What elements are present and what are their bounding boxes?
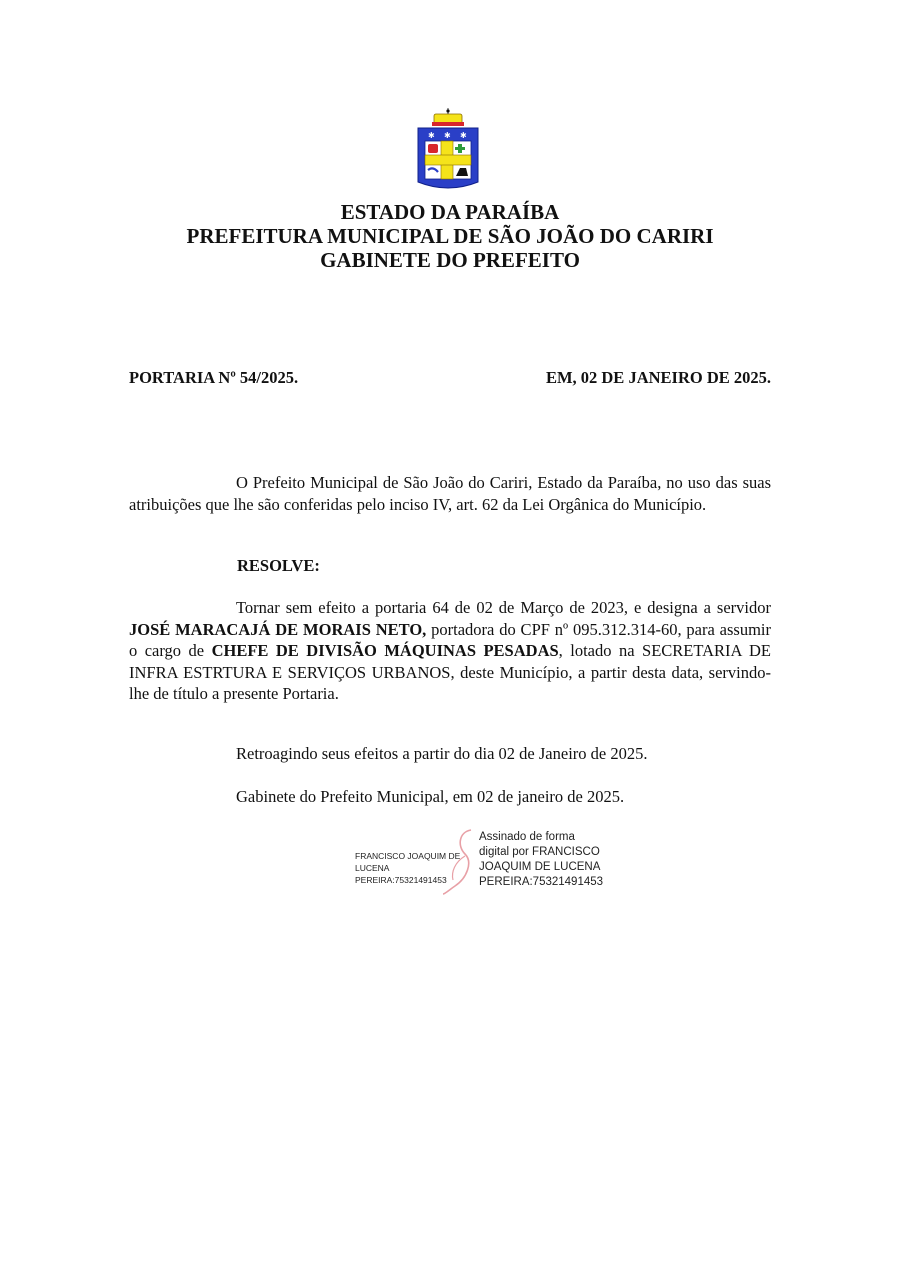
intro-paragraph: O Prefeito Municipal de São João do Cariri, Estado da Paraíba, no uso das suas atribuições que lhe são conferidas pelo inciso IV, art. 62 da Lei Orgânica do Município. (129, 473, 771, 514)
signature-mark-icon (441, 828, 481, 896)
retroactive-clause: Retroagindo seus efeitos a partir do dia 02 de Janeiro de 2025. (236, 744, 648, 763)
svg-text:✱: ✱ (428, 131, 435, 140)
position-title: CHEFE DE DIVISÃO MÁQUINAS PESADAS (211, 641, 559, 660)
signature-line-2: digital por FRANCISCO (479, 846, 600, 858)
signature-line-4: PEREIRA:75321491453 (479, 876, 604, 888)
digital-signature (355, 828, 615, 898)
svg-text:✱: ✱ (460, 131, 467, 140)
portaria-reference (129, 368, 771, 388)
office-name: GABINETE DO PREFEITO (320, 248, 580, 272)
resolve-heading: RESOLVE: (237, 556, 320, 575)
resolution-text-1: Tornar sem efeito a portaria 64 de 02 de Março de 2023, e designa a servidor (236, 598, 771, 617)
portaria-date: EM, 02 DE JANEIRO DE 2025. (545, 368, 771, 387)
closing-line: Gabinete do Prefeito Municipal, em 02 de janeiro de 2025. (236, 787, 625, 806)
document-header (0, 200, 900, 272)
servant-name: JOSÉ MARACAJÁ DE MORAIS NETO, (129, 619, 427, 639)
state-name: ESTADO DA PARAÍBA (340, 200, 560, 224)
signer-line-1: FRANCISCO JOAQUIM DE (355, 851, 461, 861)
resolution-text-3: , lotado na SECRETARIA DE INFRA ESTRTURA E SERVIÇOS URBANOS, deste Município, a partir desta data, servindo-lhe de título a presente Portaria. (129, 641, 772, 703)
signature-line-1: Assinado de forma (479, 831, 575, 843)
resolution-paragraph (129, 597, 771, 705)
portaria-number: PORTARIA Nº 54/2025. (129, 368, 299, 387)
coat-of-arms-icon (414, 108, 482, 194)
municipality-name: PREFEITURA MUNICIPAL DE SÃO JOÃO DO CARIRI (186, 224, 714, 248)
resolution-text-2: portadora do CPF nº 095.312.314-60, para assumir o cargo de (129, 619, 771, 660)
svg-text:✱: ✱ (444, 131, 451, 140)
signature-line-3: JOAQUIM DE LUCENA (479, 861, 601, 873)
signature-statement (479, 830, 615, 890)
signer-line-2: LUCENA PEREIRA:75321491453 (355, 863, 447, 885)
